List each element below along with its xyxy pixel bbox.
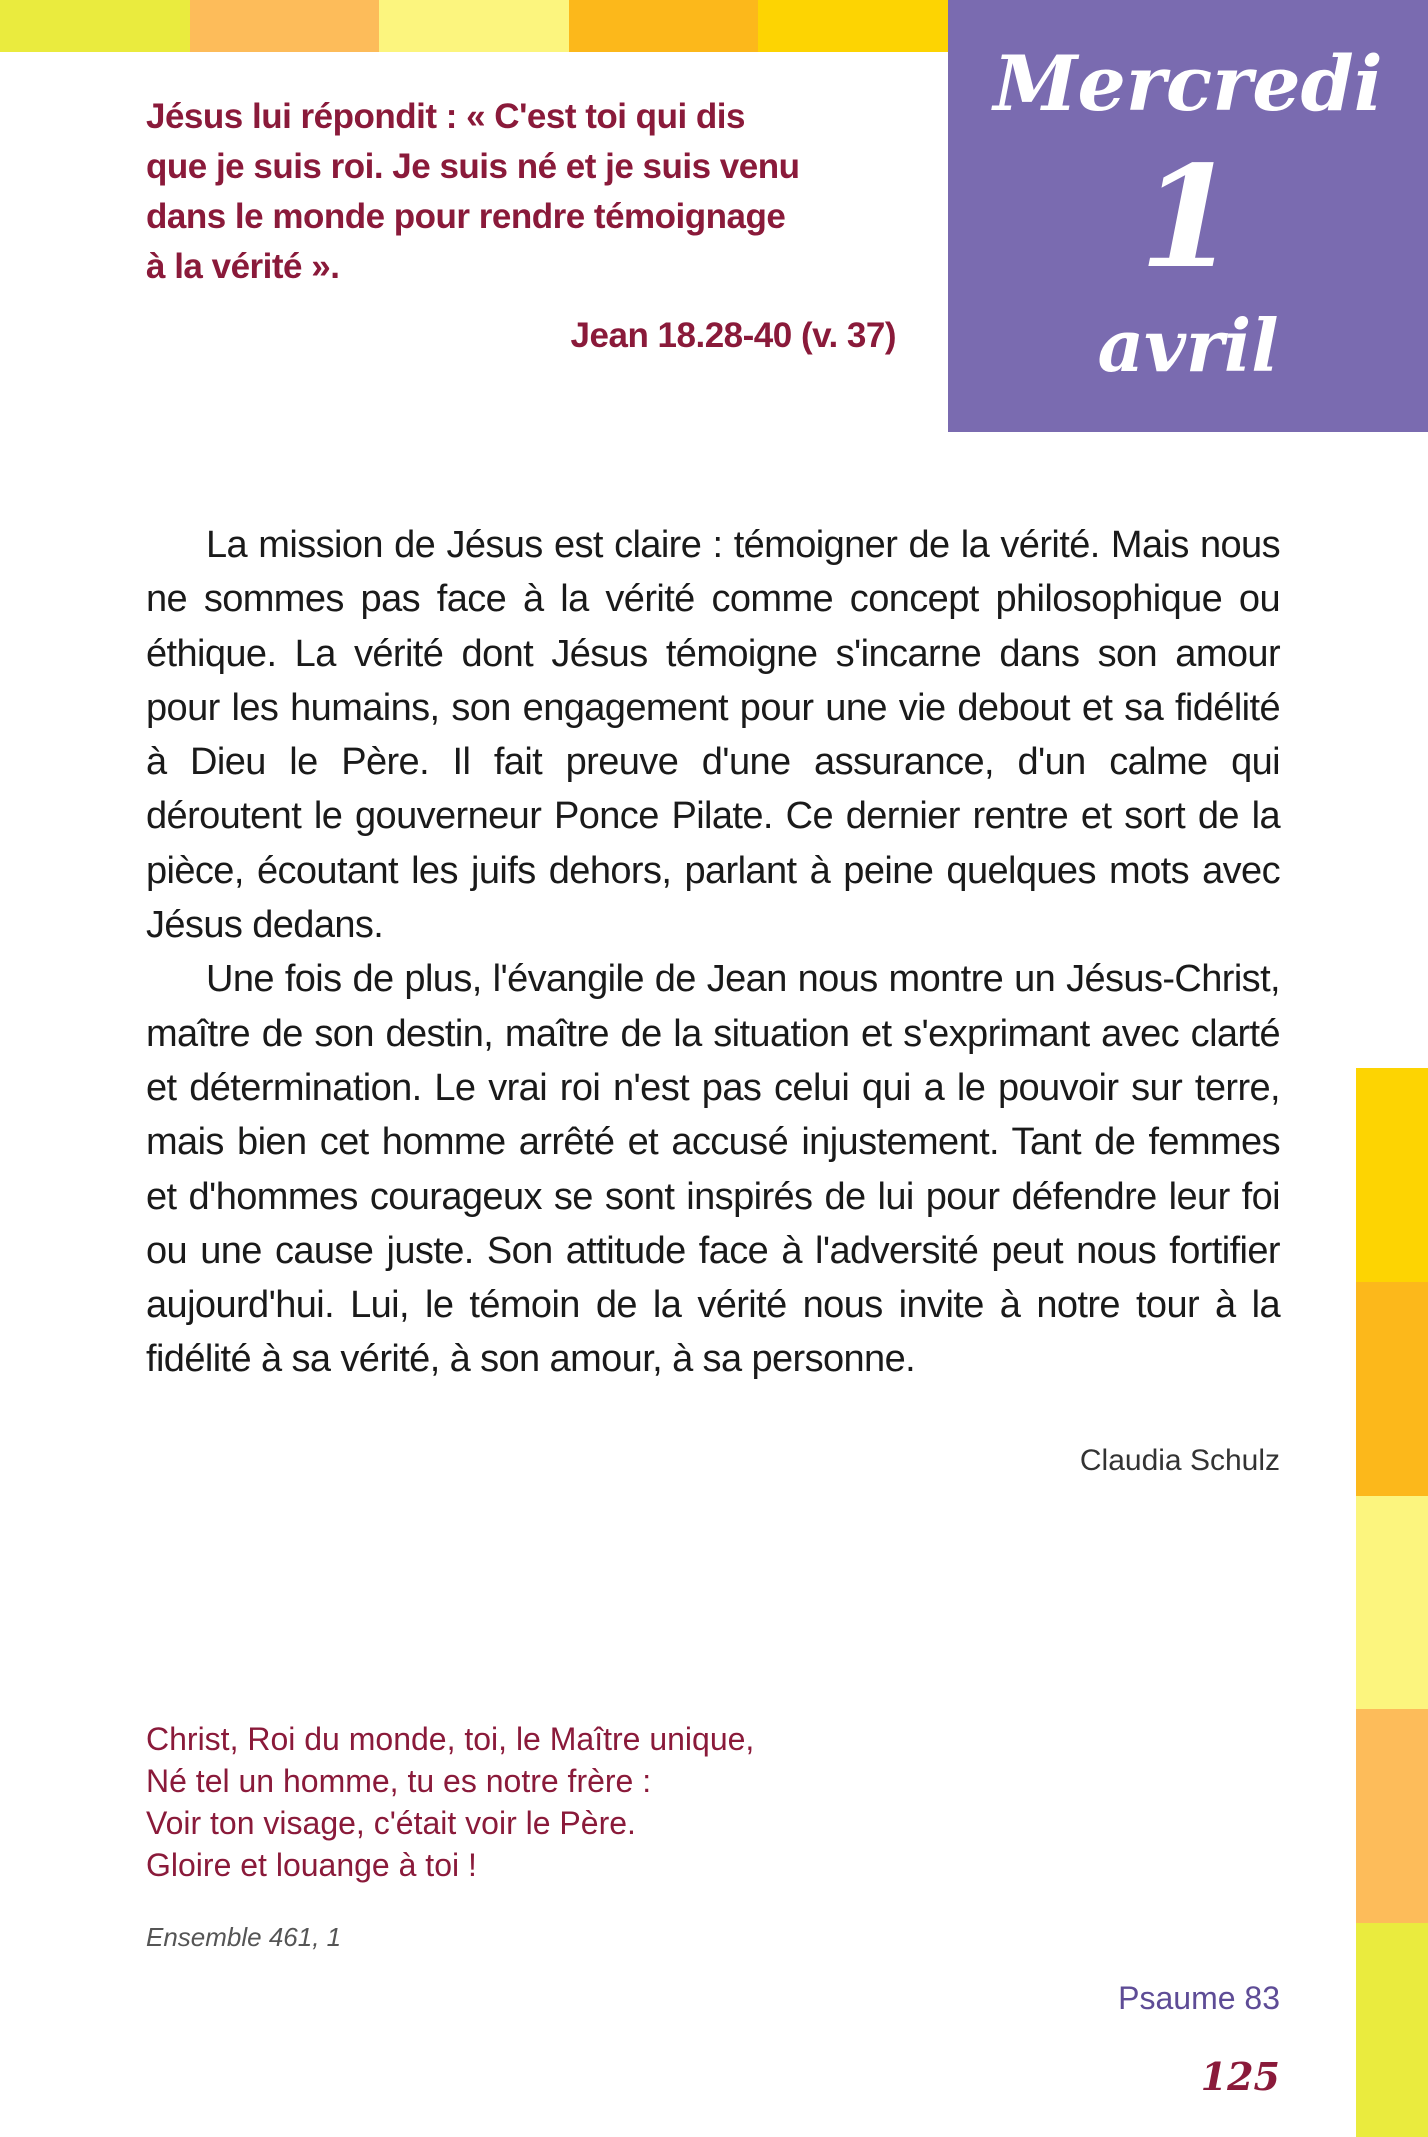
hymn-source: Ensemble 461, 1 [146, 1922, 342, 1952]
date-number: 1 [1139, 136, 1237, 300]
paragraph: Une fois de plus, l'évangile de Jean nous montre un Jésus-Christ, maître de son destin, maître de la situation et s'exprimant avec clarté et détermination. Le vrai roi n'est pas celui qui a le pouvoir sur terre, mais bien cet homme arrêté et accusé injustement. Tant de femmes et d'hommes courageux se sont inspirés de lui pour défendre leur foi ou une cause juste. Son attitude face à l'adversité peut nous fortifier aujourd'hui. Lui, le témoin de la vérité nous invite à notre tour à la fidélité à sa vérité, à son amour, à sa personne. [146, 958, 1280, 1381]
side-color-strip [1356, 1068, 1428, 2137]
strip-segment [379, 0, 569, 52]
strip-segment [190, 0, 380, 52]
hymn-line: Gloire et louange à toi ! [146, 1847, 477, 1883]
author-name: Claudia Schulz [1079, 1444, 1280, 1477]
hymn-line: Christ, Roi du monde, toi, le Maître unique, [146, 1721, 755, 1757]
page-number: 125 [1200, 2054, 1280, 2099]
bible-verse [146, 92, 906, 292]
strip-segment [1356, 1068, 1428, 1282]
strip-segment [0, 0, 190, 52]
hymn-line: Voir ton visage, c'était voir le Père. [146, 1805, 636, 1841]
strip-segment [1356, 1923, 1428, 2137]
date-month: avril [1097, 303, 1279, 388]
top-color-strip [0, 0, 948, 52]
date-block [948, 0, 1428, 432]
verse-line: à la vérité ». [146, 247, 340, 286]
paragraph: La mission de Jésus est claire : témoigner de la vérité. Mais nous ne sommes pas face à la vérité comme concept philosophique ou éthique. La vérité dont Jésus témoigne s'incarne dans son amour pour les humains, son engagement pour une vie debout et sa fidélité à Dieu le Père. Il fait preuve d'une assurance, d'un calme qui déroutent le gouverneur Ponce Pilate. Ce dernier rentre et sort de la pièce, écoutant les juifs dehors, parlant à peine quelques mots avec Jésus dedans. [146, 524, 1280, 947]
psalm-reference: Psaume 83 [1118, 1980, 1280, 2016]
date-day: Mercredi [993, 39, 1383, 128]
verse-line: que je suis roi. Je suis né et je suis venu [146, 147, 800, 186]
verse-line: dans le monde pour rendre témoignage [146, 197, 786, 236]
strip-segment [1356, 1709, 1428, 1923]
strip-segment [1356, 1282, 1428, 1496]
strip-segment [1356, 1496, 1428, 1710]
verse-line: Jésus lui répondit : « C'est toi qui dis [146, 97, 745, 136]
strip-segment [758, 0, 948, 52]
hymn-stanza [146, 1718, 1046, 1886]
meditation-text [146, 518, 1280, 1387]
verse-reference: Jean 18.28-40 (v. 37) [570, 316, 896, 355]
strip-segment [569, 0, 759, 52]
hymn-line: Né tel un homme, tu es notre frère : [146, 1763, 652, 1799]
